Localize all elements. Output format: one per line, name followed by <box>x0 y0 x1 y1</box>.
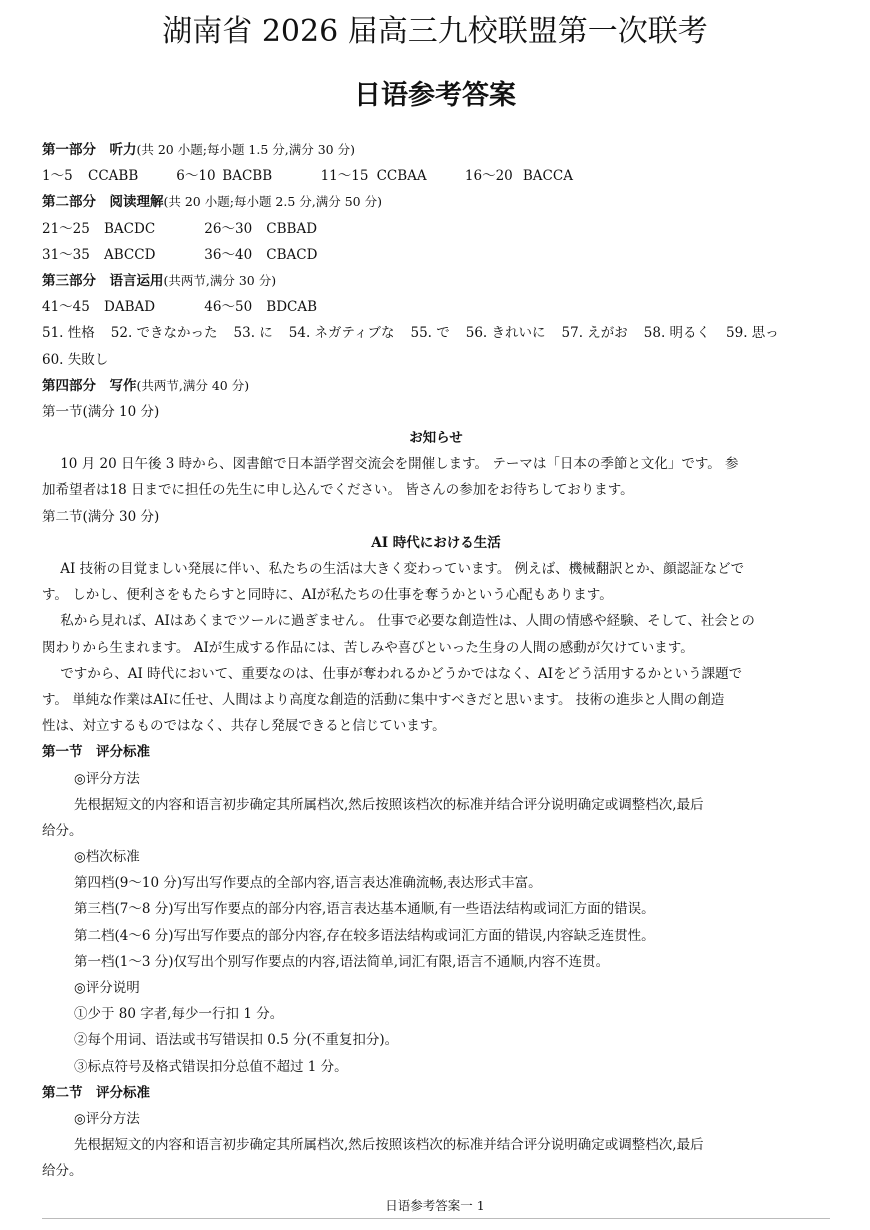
section2-text-line: ですから、AI 時代において、重要なのは、仕事が奪われるかどうかではなく、AIをどう活用するかという課題で <box>60 665 743 682</box>
section2-label: 第二节(满分 30 分) <box>42 508 160 525</box>
page-footer: 日语参考答案一 1 <box>385 1198 485 1213</box>
answer-group: 46～50 BDCAB <box>204 299 318 316</box>
fill-answer: 56. きれいに <box>465 325 546 342</box>
fill-answer: 55. で <box>410 325 450 342</box>
answer-group: 41～45 DABAD <box>42 299 156 316</box>
answer-group: 11～15 CCBAA <box>320 168 427 185</box>
grading2-heading: 第二节 评分标准 <box>42 1084 150 1101</box>
grading1-heading: 第一节 评分标准 <box>42 744 150 761</box>
fill-answer: 51. 性格 <box>42 325 95 342</box>
grading1-note: ③标点符号及格式错误扣分总值不超过 1 分。 <box>74 1058 348 1075</box>
part2-answers-row1 <box>42 216 830 242</box>
answer-group: 16～20 BACCA <box>464 168 573 185</box>
grading1-notes-label: ◎评分说明 <box>74 980 140 996</box>
page-subtitle: 日语参考答案 <box>354 80 516 111</box>
part3-heading: 第三部分 语言运用(共两节,满分 30 分) <box>42 272 277 289</box>
document-body <box>42 137 830 1185</box>
page-title: 湖南省 2026 届高三九校联盟第一次联考 <box>162 14 708 49</box>
grading2-method-line: 给分。 <box>42 1163 83 1180</box>
answer-group: 36～40 CBACD <box>204 246 318 263</box>
grading2-method-label: ◎评分方法 <box>74 1110 140 1127</box>
grading1-method-line: 给分。 <box>42 822 83 839</box>
grading2-method-line: 先根据短文的内容和语言初步确定其所属档次,然后按照该档次的标准并结合评分说明确定或调整档次,最后 <box>74 1137 704 1154</box>
section2-text-line: AI 技術の目覚ましい発展に伴い、私たちの生活は大きく変わっています。 例えば、機械翻訳とか、顔認証などで <box>60 561 745 577</box>
fill-answer: 57. えがお <box>561 325 628 342</box>
part4-heading: 第四部分 写作(共两节,满分 40 分) <box>42 377 250 394</box>
grading1-note: ①少于 80 字者,每少一行扣 1 分。 <box>74 1006 284 1023</box>
part1-heading: 第一部分 听力(共 20 小题;每小题 1.5 分,满分 30 分) <box>42 142 355 158</box>
fill-answer: 54. ネガティブな <box>288 325 395 342</box>
fill-answer: 53. に <box>233 325 273 342</box>
grading1-levels-label: ◎档次标准 <box>74 849 140 866</box>
answer-group: 26～30 CBBAD <box>204 220 318 237</box>
footer-divider <box>42 1218 830 1219</box>
grading1-note: ②每个用词、语法或书写错误扣 0.5 分(不重复扣分)。 <box>74 1032 399 1049</box>
part3-fill-answers <box>42 320 830 346</box>
section2-text-line: 関わりから生まれます。 AIが生成する作品には、苦しみや喜びといった生身の人間の感動が欠けています。 <box>42 639 694 656</box>
answer-group: 21～25 BACDC <box>42 220 156 237</box>
section2-text-line: す。 しかし、便利さをもたらすと同時に、AIが私たちの仕事を奪うかという心配もあります。 <box>42 587 613 604</box>
fill-answer: 58. 明るく <box>643 325 711 342</box>
grading1-level: 第三档(7～8 分)写出写作要点的部分内容,语言表达基本通顺,有一些语法结构或词汇方面的错误。 <box>74 901 655 918</box>
section1-text-line: 加希望者は18 日までに担任の先生に申し込んでください。 皆さんの参加をお待ちしております。 <box>42 482 634 499</box>
answer-group: 1～5 CCABB <box>42 168 139 185</box>
grading1-method-label: ◎评分方法 <box>74 770 140 787</box>
part3-answers-row1 <box>42 294 830 320</box>
part1-answers <box>42 163 830 189</box>
grading1-level: 第二档(4～6 分)写出写作要点的部分内容,存在较多语法结构或词汇方面的错误,内容缺乏连贯性。 <box>74 927 655 944</box>
grading1-level: 第一档(1～3 分)仅写出个别写作要点的内容,语法简单,词汇有限,语言不通顺,内容不连贯。 <box>74 953 610 970</box>
section2-text-line: 私から見れば、AIはあくまでツールに過ぎません。 仕事で必要な創造性は、人間の情感や経験、そして、社会との <box>60 613 755 630</box>
section1-title: お知らせ <box>409 430 463 447</box>
answer-group: 6～10 BACBB <box>176 168 273 185</box>
section2-text-line: 性は、対立するものではなく、共存し発展できると信じています。 <box>42 718 446 735</box>
fill-answer: 59. 思っ <box>726 325 779 342</box>
fill-answer: 52. できなかった <box>110 325 218 342</box>
section2-title: AI 時代における生活 <box>371 534 501 551</box>
grading1-method-line: 先根据短文的内容和语言初步确定其所属档次,然后按照该档次的标准并结合评分说明确定或调整档次,最后 <box>74 796 704 813</box>
section2-text-line: す。 単純な作業はAIに任せ、人間はより高度な創造的活動に集中すべきだと思います。 技術の進歩と人間の創造 <box>42 691 725 708</box>
fill-answer: 60. 失敗し <box>42 351 109 368</box>
section1-text-line: 10 月 20 日午後 3 時から、図書館で日本語学習交流会を開催します。 テーマは「日本の季節と文化」です。 参 <box>60 456 739 473</box>
grading1-level: 第四档(9～10 分)写出写作要点的全部内容,语言表达准确流畅,表达形式丰富。 <box>74 875 542 892</box>
part2-answers-row2 <box>42 242 830 268</box>
answer-group: 31～35 ABCCD <box>42 246 156 263</box>
part2-heading: 第二部分 阅读理解(共 20 小题;每小题 2.5 分,满分 50 分) <box>42 194 382 211</box>
section1-label: 第一节(满分 10 分) <box>42 403 160 420</box>
